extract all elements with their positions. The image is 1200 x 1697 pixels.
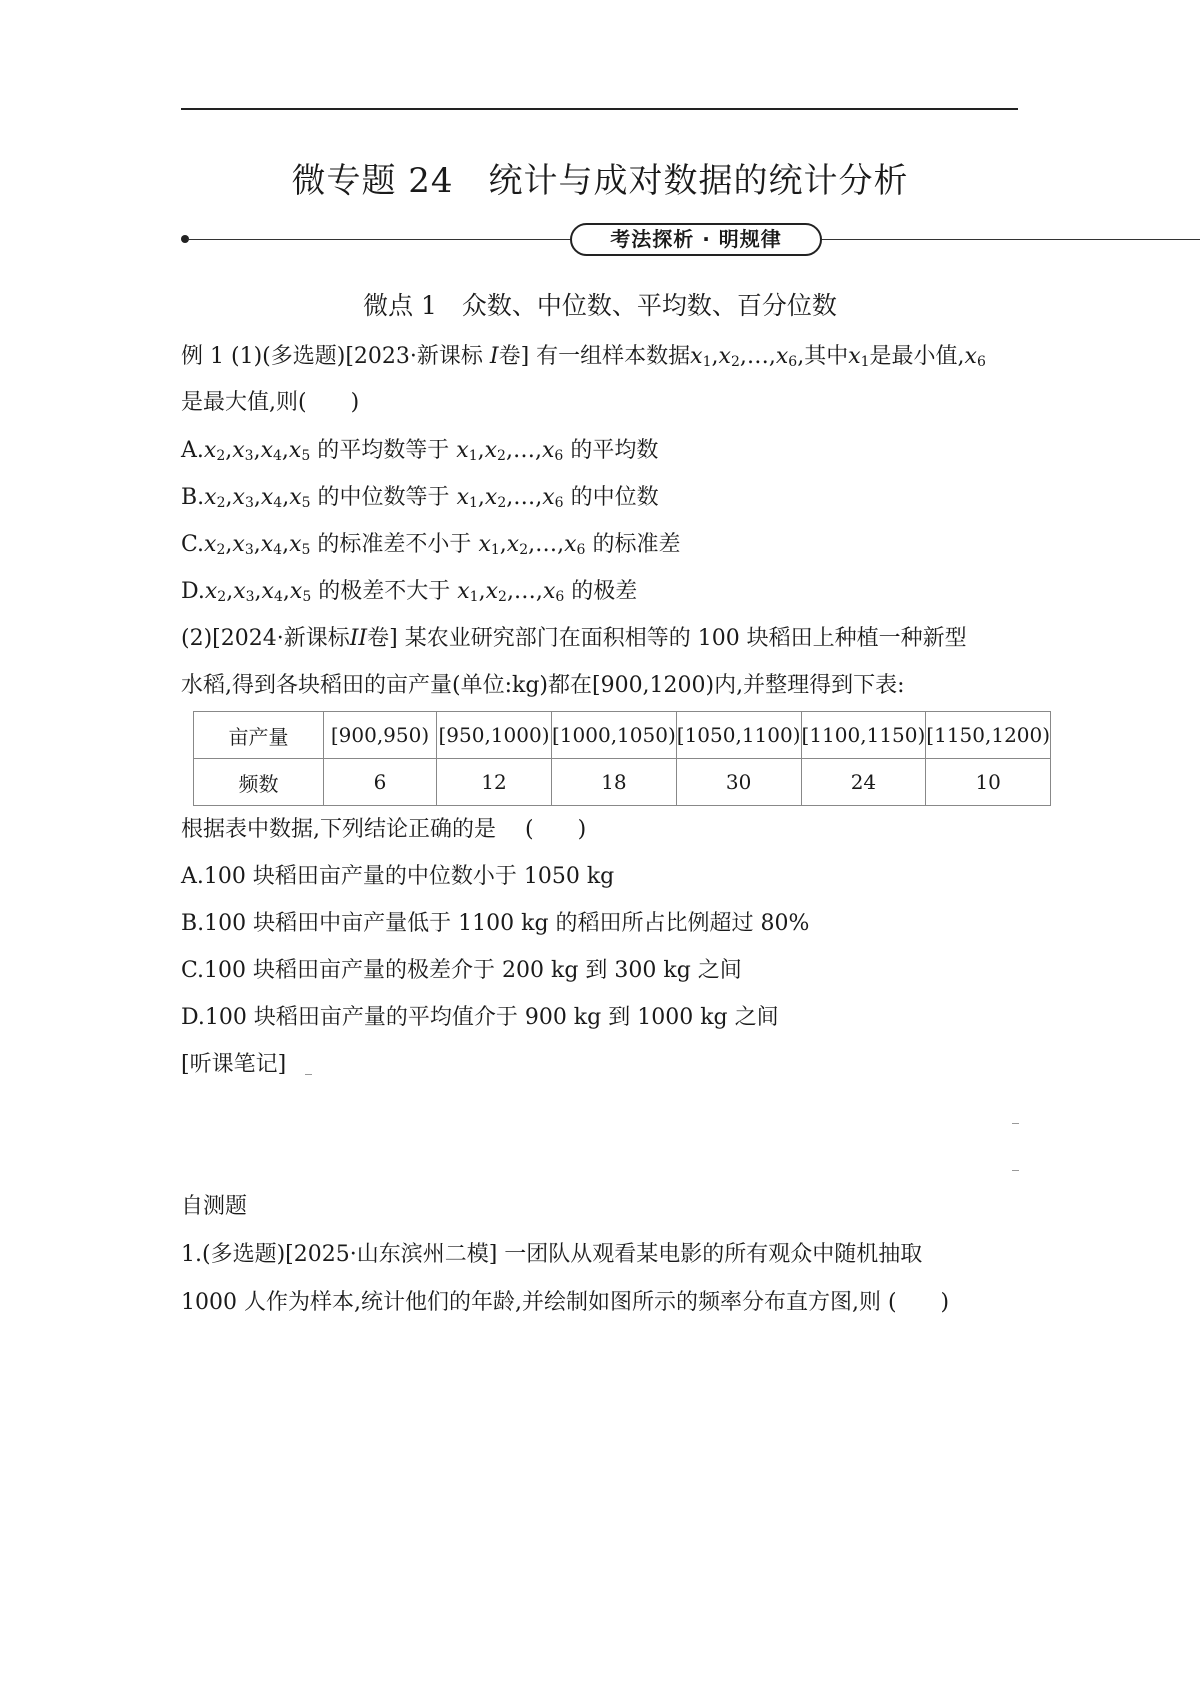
table-cell: [1000,1050) bbox=[552, 712, 677, 759]
selftest-q1-line1: 1.(多选题)[2025·山东滨州二模] 一团队从观看某电影的所有观众中随机抽取 bbox=[181, 1242, 923, 1267]
table-cell: 10 bbox=[926, 759, 1051, 806]
notes-dash bbox=[1012, 1170, 1019, 1171]
example1-part2-stem-line1: (2)[2024·新课标II卷] 某农业研究部门在面积相等的 100 块稻田上种植一种新型 bbox=[181, 626, 967, 651]
table-cell: [1150,1200) bbox=[926, 712, 1051, 759]
example1-option-c: $C.x_2,x_3,x_4,x_5$ 的标准差不小于 $x_1,x_2,\dots,x_6$ 的标准差 bbox=[181, 532, 681, 558]
example1-stem-line1: 例 1 (1)(多选题)[2023·新课标 I卷] 有一组样本数据$x_1,x_2,\dots,x_6$,其中$x_1$是最小值$,x_6$ bbox=[181, 344, 986, 370]
top-rule bbox=[181, 108, 1018, 110]
example1-part2-option-d: D.100 块稻田亩产量的平均值介于 900 kg 到 1000 kg 之间 bbox=[181, 1005, 779, 1030]
table-cell: [1100,1150) bbox=[801, 712, 926, 759]
example1-part2-option-a: A.100 块稻田亩产量的中位数小于 1050 kg bbox=[181, 864, 615, 889]
table-cell: [950,1000) bbox=[437, 712, 552, 759]
table-cell: 6 bbox=[324, 759, 437, 806]
example1-stem-min: 是最小值, bbox=[869, 344, 965, 369]
table-cell: 24 bbox=[801, 759, 926, 806]
example1-stem-line2: 是最大值,则( ) bbox=[181, 390, 360, 415]
table-cell: 12 bbox=[437, 759, 552, 806]
table-cell: [1050,1100) bbox=[676, 712, 801, 759]
example1-part2-option-b: B.100 块稻田中亩产量低于 1100 kg 的稻田所占比例超过 80% bbox=[181, 911, 810, 936]
banner-rule-left bbox=[187, 239, 571, 240]
table-cell: 30 bbox=[676, 759, 801, 806]
example1-stem-end: ,其中 bbox=[797, 344, 849, 369]
example1-part2-paper: II bbox=[349, 626, 368, 651]
table-row bbox=[194, 759, 1051, 806]
table-cell: 18 bbox=[552, 759, 677, 806]
example1-part2-question: 根据表中数据,下列结论正确的是 ( ) bbox=[181, 817, 587, 842]
banner-rule-right bbox=[822, 239, 1200, 240]
table-row-header: 频数 bbox=[194, 759, 324, 806]
page-title: 微专题 24 统计与成对数据的统计分析 bbox=[291, 161, 909, 201]
table-cell: [900,950) bbox=[324, 712, 437, 759]
example1-option-a: $A.x_2,x_3,x_4,x_5$ 的平均数等于 $x_1,x_2,\dots,x_6$ 的平均数 bbox=[181, 438, 659, 464]
selftest-heading: 自测题 bbox=[181, 1194, 248, 1219]
table-row-header: 亩产量 bbox=[194, 712, 324, 759]
table-row bbox=[194, 712, 1051, 759]
example1-stem-prefix: 例 1 (1)(多选题)[2023·新课标 bbox=[181, 344, 483, 369]
example1-part2-stem-line2: 水稻,得到各块稻田的亩产量(单位:kg)都在[900,1200)内,并整理得到下表: bbox=[181, 673, 905, 698]
notes-label: [听课笔记] bbox=[181, 1052, 287, 1077]
example1-option-b: $B.x_2,x_3,x_4,x_5$ 的中位数等于 $x_1,x_2,\dots,x_6$ 的中位数 bbox=[181, 485, 659, 511]
example1-paper: I bbox=[489, 344, 499, 369]
example1-stem-mid: 卷] 有一组样本数据 bbox=[498, 344, 691, 369]
notes-dash bbox=[305, 1074, 312, 1075]
selftest-q1-line2: 1000 人作为样本,统计他们的年龄,并绘制如图所示的频率分布直方图,则 ( ) bbox=[181, 1290, 950, 1315]
yield-frequency-table bbox=[193, 711, 1051, 806]
section-banner: 考法探析 · 明规律 bbox=[570, 223, 822, 256]
example1-part2-option-c: C.100 块稻田亩产量的极差介于 200 kg 到 300 kg 之间 bbox=[181, 958, 742, 983]
section-heading: 微点 1 众数、中位数、平均数、百分位数 bbox=[363, 291, 837, 320]
notes-dash bbox=[1012, 1123, 1019, 1124]
example1-option-d: $D.x_2,x_3,x_4,x_5$ 的极差不大于 $x_1,x_2,\dots,x_6$ 的极差 bbox=[181, 579, 638, 605]
